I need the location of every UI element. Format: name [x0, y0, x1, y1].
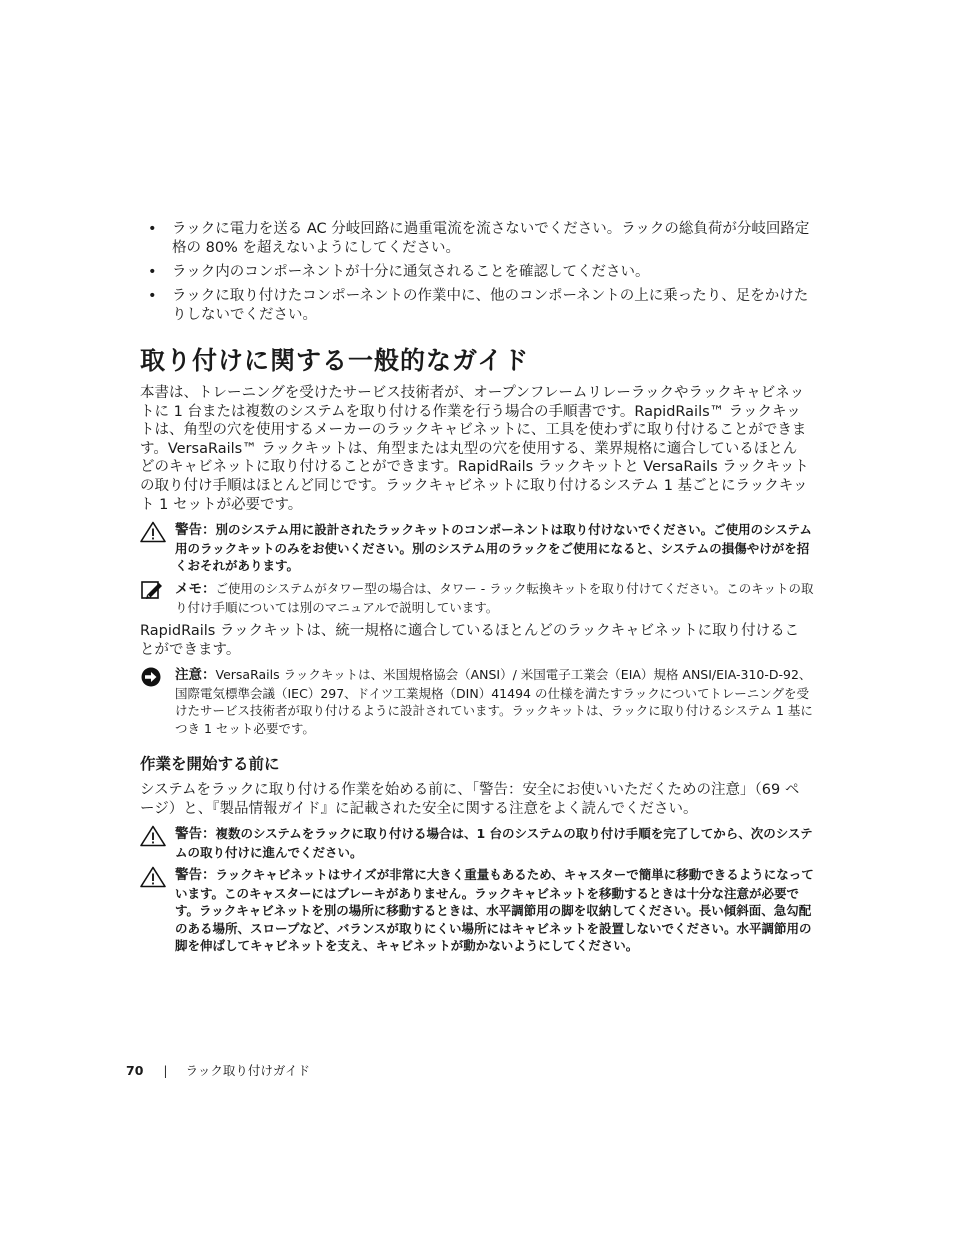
notice-text: VersaRails ラックキットは、米国規格協会（ANSI）/ 米国電子工業会（EIA）規格 ANSI/EIA-310-D-92、国際電気標準会議（IEC）297、ドイツ工業規格（DIN）41494 の仕様を満たすラックについてトレーニングを受けたサービス技術者が取り付けるように設計されています。ラックキットは、ラックに取り付けるシステム 1 基につき 1 セット必要です。: [175, 667, 813, 736]
list-item: [146, 220, 816, 258]
notice-text: 複数のシステムをラックに取り付ける場合は、1 台のシステムの取り付け手順を完了してから、次のシステムの取り付けに進んでください。: [175, 826, 813, 860]
bullet-marker: •: [148, 264, 157, 280]
before-paragraph: システムをラックに取り付ける作業を始める前に、「警告：安全にお使いいただくための注意」（69 ページ）と、『製品情報ガイド』に記載された安全に関する注意をよく読んでください。: [140, 782, 800, 817]
warning-notice: [140, 521, 820, 575]
notice-text: ご使用のシステムがタワー型の場合は、タワー - ラック転換キットを取り付けてください。このキットの取り付け手順については別のマニュアルで説明しています。: [175, 581, 814, 615]
section-heading: 取り付けに関する一般的なガイド: [140, 346, 530, 375]
footer-separator: |: [163, 1063, 168, 1078]
warning-notice: [140, 825, 820, 861]
bullet-marker: •: [148, 221, 157, 237]
notice-label: 警告：: [175, 522, 216, 538]
warning-notice: [140, 866, 820, 955]
warning-triangle-icon: [140, 521, 166, 543]
footer-title: ラック取り付けガイド: [185, 1063, 311, 1078]
note-pencil-icon: [140, 580, 166, 602]
bullet-text: ラックに電力を送る AC 分岐回路に過重電流を流さないでください。ラックの総負荷が分岐回路定格の 80% を超えないようにしてください。: [172, 221, 810, 256]
bullet-text: ラックに取り付けたコンポーネントの作業中に、他のコンポーネントの上に乗ったり、足をかけたりしないでください。: [172, 288, 809, 323]
warning-triangle-icon: [140, 825, 166, 847]
notice-label: メモ：: [175, 581, 216, 597]
intro-paragraph: 本書は、トレーニングを受けたサービス技術者が、オープンフレームリレーラックやラックキャビネットに 1 台または複数のシステムを取り付ける作業を行う場合の手順書です。RapidRails™ ラックキットは、角型の穴を使用するメーカーのラックキャビネットに、工具を使わずに取り付けることができます。VersaRails™ ラックキットは、角型または丸型の穴を使用する、業界規格に適合しているほとんどのキャビネットに取り付けることができます。RapidRails ラックキットと VersaRails ラックキットの取り付け手順はほとんど同じです。ラックキャビネットに取り付けるシステム 1 基ごとにラックキット 1 セットが必要です。: [140, 385, 809, 513]
notice-text: 別のシステム用に設計されたラックキットのコンポーネントは取り付けないでください。ご使用のシステム用のラックキットのみをお使いください。別のシステム用のラックをご使用になると、システムの損傷やけがを招くおそれがあります。: [175, 522, 812, 573]
rapidrails-paragraph: RapidRails ラックキットは、統一規格に適合しているほとんどのラックキャビネットに取り付けることができます。: [140, 623, 800, 658]
caution-notice: [140, 666, 820, 737]
caution-arrow-icon: [140, 666, 166, 688]
notice-label: 警告：: [175, 826, 216, 842]
notice-label: 警告：: [175, 867, 216, 883]
bullet-text: ラック内のコンポーネントが十分に通気されることを確認してください。: [172, 264, 650, 280]
notice-label: 注意：: [175, 667, 216, 683]
notice-text: ラックキャビネットはサイズが非常に大きく重量もあるため、キャスターで簡単に移動できるようになっています。このキャスターにはブレーキがありません。ラックキャビネットを移動するときは十分な注意が必要です。ラックキャビネットを別の場所に移動するときは、水平調節用の脚を収納してください。長い傾斜面、急勾配のある場所、スロープなど、バランスが取りにくい場所にはキャビネットを設置しないでください。水平調節用の脚を伸ばしてキャビネットを支え、キャビネットが動かないようにしてください。: [175, 867, 814, 953]
bullet-list: [146, 220, 816, 330]
bullet-marker: •: [148, 288, 157, 304]
page-footer: [126, 1062, 310, 1080]
list-item: [146, 263, 816, 282]
note-notice: [140, 580, 820, 616]
page-number: 70: [126, 1063, 144, 1078]
warning-triangle-icon: [140, 866, 166, 888]
subsection-heading: 作業を開始する前に: [140, 755, 280, 773]
list-item: [146, 287, 816, 325]
